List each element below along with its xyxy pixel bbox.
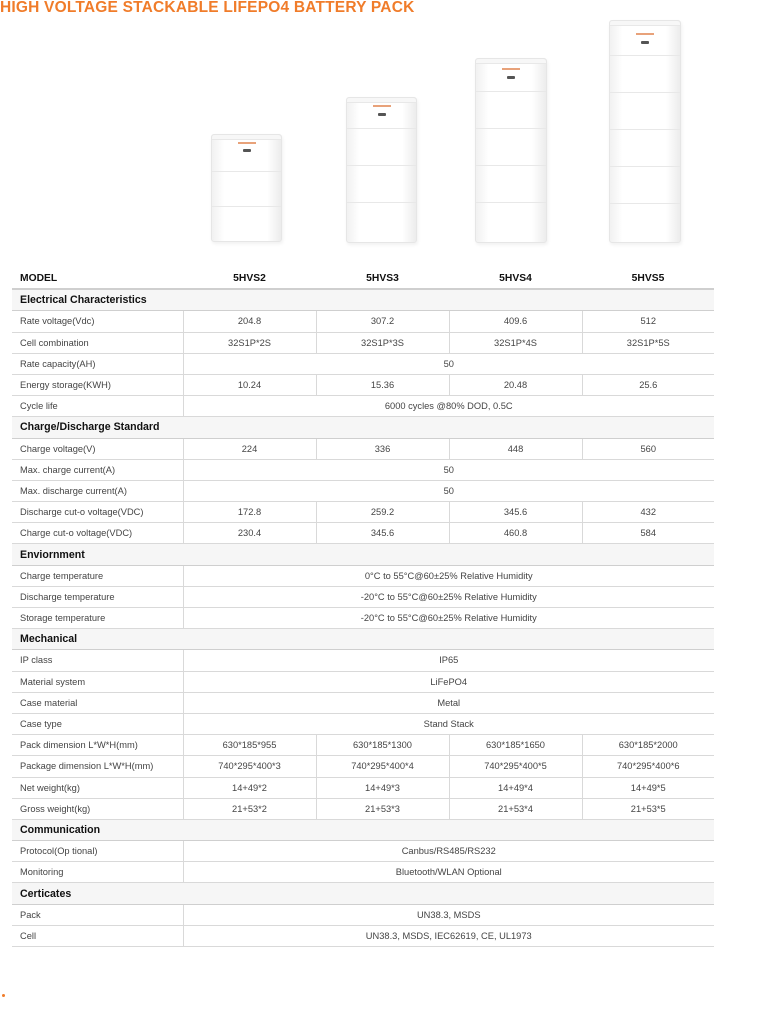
row-value-all-models: IP65 <box>183 650 714 671</box>
row-value: 259.2 <box>316 502 449 523</box>
battery-image-5hvs2 <box>211 134 282 242</box>
row-value: 560 <box>582 438 714 459</box>
row-value: 21+53*3 <box>316 798 449 819</box>
battery-image-5hvs3 <box>346 97 417 243</box>
row-value: 336 <box>316 438 449 459</box>
row-value: 740*295*400*5 <box>449 756 582 777</box>
row-label: Charge cut-o voltage(VDC) <box>12 523 183 544</box>
section-row <box>12 883 714 904</box>
row-value-all-models: 50 <box>183 353 714 374</box>
table-row <box>12 735 714 756</box>
row-value: 460.8 <box>449 523 582 544</box>
row-label: Rate capacity(AH) <box>12 353 183 374</box>
page-title: HIGH VOLTAGE STACKABLE LIFEPO4 BATTERY PACK <box>0 0 415 16</box>
row-value: 345.6 <box>316 523 449 544</box>
section-row <box>12 417 714 438</box>
row-value: 20.48 <box>449 374 582 395</box>
row-value-all-models: -20°C to 55°C@60±25% Relative Humidity <box>183 608 714 629</box>
row-value: 25.6 <box>582 374 714 395</box>
row-label: Discharge temperature <box>12 586 183 607</box>
section-title: Communication <box>12 819 714 840</box>
table-row <box>12 523 714 544</box>
table-row <box>12 608 714 629</box>
table-row <box>12 353 714 374</box>
table-row <box>12 438 714 459</box>
section-row <box>12 629 714 650</box>
table-row <box>12 565 714 586</box>
section-row <box>12 544 714 565</box>
row-value: 32S1P*4S <box>449 332 582 353</box>
row-value: 307.2 <box>316 311 449 332</box>
section-row <box>12 819 714 840</box>
row-value: 32S1P*3S <box>316 332 449 353</box>
table-row <box>12 862 714 883</box>
row-value: 14+49*4 <box>449 777 582 798</box>
row-value: 224 <box>183 438 316 459</box>
row-value: 14+49*2 <box>183 777 316 798</box>
row-label: Max. discharge current(A) <box>12 480 183 501</box>
row-label: Case type <box>12 713 183 734</box>
row-label: Charge temperature <box>12 565 183 586</box>
row-value: 740*295*400*3 <box>183 756 316 777</box>
row-value-all-models: Metal <box>183 692 714 713</box>
row-label: Storage temperature <box>12 608 183 629</box>
section-row <box>12 289 714 311</box>
battery-image-5hvs5 <box>609 20 681 243</box>
row-value: 15.36 <box>316 374 449 395</box>
row-label: Charge voltage(V) <box>12 438 183 459</box>
row-label: Cell combination <box>12 332 183 353</box>
row-value-all-models: 50 <box>183 480 714 501</box>
header-model: 5HVS3 <box>316 268 449 289</box>
row-value-all-models: UN38.3, MSDS, IEC62619, CE, UL1973 <box>183 925 714 946</box>
spec-table <box>12 268 714 947</box>
row-value: 172.8 <box>183 502 316 523</box>
row-value: 21+53*4 <box>449 798 582 819</box>
row-label: Pack dimension L*W*H(mm) <box>12 735 183 756</box>
row-value: 630*185*2000 <box>582 735 714 756</box>
row-value-all-models: 50 <box>183 459 714 480</box>
header-model: 5HVS2 <box>183 268 316 289</box>
row-value: 204.8 <box>183 311 316 332</box>
row-value-all-models: 6000 cycles @80% DOD, 0.5C <box>183 396 714 417</box>
row-value: 409.6 <box>449 311 582 332</box>
row-label: Protocol(Op tional) <box>12 841 183 862</box>
table-row <box>12 692 714 713</box>
row-label: Rate voltage(Vdc) <box>12 311 183 332</box>
row-value: 432 <box>582 502 714 523</box>
section-title: Mechanical <box>12 629 714 650</box>
table-row <box>12 459 714 480</box>
row-label: Cell <box>12 925 183 946</box>
section-title: Charge/Discharge Standard <box>12 417 714 438</box>
table-row <box>12 332 714 353</box>
row-label: Net weight(kg) <box>12 777 183 798</box>
row-value: 345.6 <box>449 502 582 523</box>
row-value-all-models: -20°C to 55°C@60±25% Relative Humidity <box>183 586 714 607</box>
row-value: 14+49*3 <box>316 777 449 798</box>
row-label: Material system <box>12 671 183 692</box>
table-row <box>12 713 714 734</box>
row-value: 10.24 <box>183 374 316 395</box>
row-label: Gross weight(kg) <box>12 798 183 819</box>
section-title: Enviornment <box>12 544 714 565</box>
row-value: 740*295*400*6 <box>582 756 714 777</box>
row-value: 512 <box>582 311 714 332</box>
row-value-all-models: Canbus/RS485/RS232 <box>183 841 714 862</box>
table-row <box>12 904 714 925</box>
table-row <box>12 841 714 862</box>
row-value: 21+53*2 <box>183 798 316 819</box>
section-title: Certicates <box>12 883 714 904</box>
table-row <box>12 502 714 523</box>
row-label: Discharge cut-o voltage(VDC) <box>12 502 183 523</box>
row-label: Cycle life <box>12 396 183 417</box>
table-row <box>12 480 714 501</box>
row-value: 21+53*5 <box>582 798 714 819</box>
row-value: 230.4 <box>183 523 316 544</box>
row-value: 630*185*1650 <box>449 735 582 756</box>
table-header-row <box>12 268 714 289</box>
row-label: Energy storage(KWH) <box>12 374 183 395</box>
table-row <box>12 586 714 607</box>
row-label: Case material <box>12 692 183 713</box>
row-value: 448 <box>449 438 582 459</box>
row-label: Monitoring <box>12 862 183 883</box>
header-model: 5HVS5 <box>582 268 714 289</box>
battery-image-5hvs4 <box>475 58 547 243</box>
row-value: 14+49*5 <box>582 777 714 798</box>
table-row <box>12 798 714 819</box>
corner-mark <box>2 994 5 997</box>
row-value: 740*295*400*4 <box>316 756 449 777</box>
table-row <box>12 650 714 671</box>
table-row <box>12 311 714 332</box>
row-value: 630*185*1300 <box>316 735 449 756</box>
row-value: 32S1P*2S <box>183 332 316 353</box>
header-model: 5HVS4 <box>449 268 582 289</box>
table-row <box>12 925 714 946</box>
header-model-label: MODEL <box>12 268 183 289</box>
row-value-all-models: Stand Stack <box>183 713 714 734</box>
table-row <box>12 671 714 692</box>
row-value: 32S1P*5S <box>582 332 714 353</box>
row-value-all-models: Bluetooth/WLAN Optional <box>183 862 714 883</box>
table-row <box>12 396 714 417</box>
row-label: IP class <box>12 650 183 671</box>
row-label: Package dimension L*W*H(mm) <box>12 756 183 777</box>
row-value: 630*185*955 <box>183 735 316 756</box>
row-value: 584 <box>582 523 714 544</box>
row-label: Max. charge current(A) <box>12 459 183 480</box>
row-value-all-models: 0°C to 55°C@60±25% Relative Humidity <box>183 565 714 586</box>
table-row <box>12 777 714 798</box>
table-row <box>12 374 714 395</box>
table-row <box>12 756 714 777</box>
section-title: Electrical Characteristics <box>12 289 714 311</box>
row-value-all-models: LiFePO4 <box>183 671 714 692</box>
row-value-all-models: UN38.3, MSDS <box>183 904 714 925</box>
row-label: Pack <box>12 904 183 925</box>
